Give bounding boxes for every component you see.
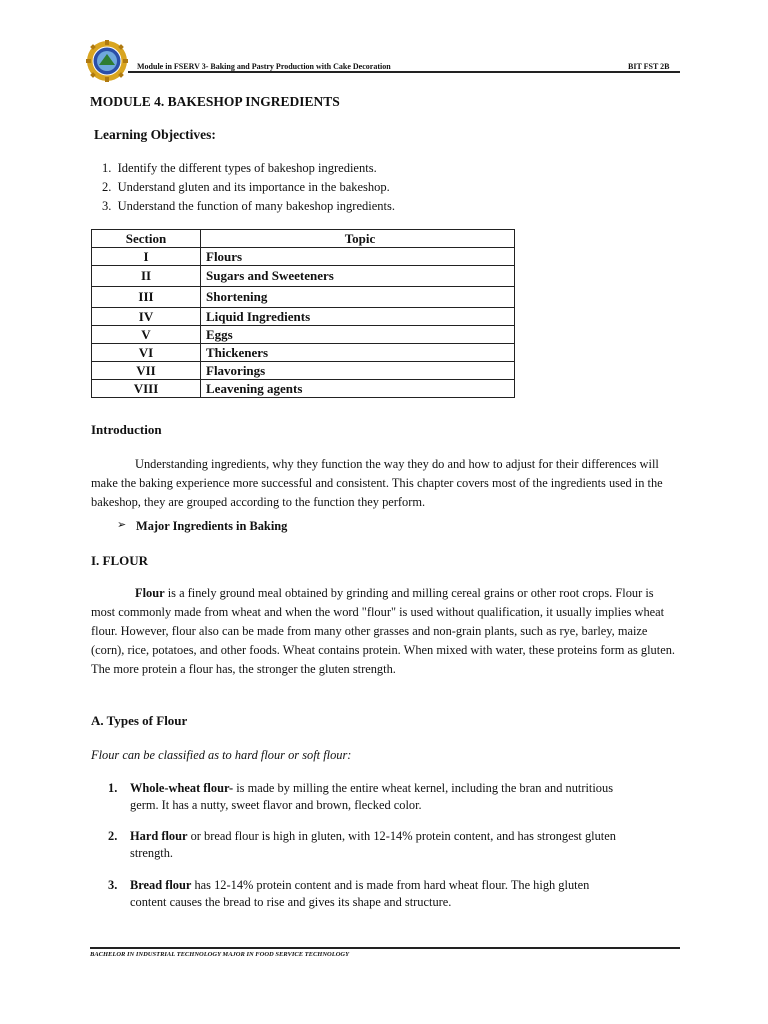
types-of-flour-intro: Flour can be classified as to hard flour or soft flour: [91, 748, 352, 762]
footer-rule [90, 947, 680, 949]
objective-item: 1. Identify the different types of bakeshop ingredients. [102, 161, 377, 175]
list-item: 3. Bread flour has 12-14% protein content and is made from hard wheat flour. The high gluten content causes the bread to rise and gives its shape and structure. [108, 878, 590, 909]
learning-objectives-title: Learning Objectives: [94, 127, 216, 142]
table-cell: Thickeners [201, 344, 515, 362]
types-of-flour-heading: A. Types of Flour [91, 713, 188, 728]
footer-text: BACHELOR IN INDUSTRIAL TECHNOLOGY MAJOR IN FOOD SERVICE TECHNOLOGY [90, 951, 350, 958]
objective-item: 2. Understand gluten and its importance in the bakeshop. [102, 180, 390, 194]
table-cell: Sugars and Sweeteners [201, 266, 515, 287]
header-module-line: Module in FSERV 3- Baking and Pastry Production with Cake Decoration [137, 62, 391, 71]
table-header-cell: Section [92, 230, 201, 248]
university-seal-logo [86, 40, 128, 82]
table-row [92, 326, 515, 344]
table-row [92, 380, 515, 398]
table-row [92, 344, 515, 362]
list-item: 2. Hard flour or bread flour is high in gluten, with 12-14% protein content, and has strongest gluten strength. [108, 829, 616, 860]
table-cell: Eggs [201, 326, 515, 344]
table-cell: Flours [201, 248, 515, 266]
introduction-paragraph: Understanding ingredients, why they function the way they do and how to adjust for their differences will make the baking experience more successful and consistent. This chapter covers most of the ingredients used in the bakeshop, they are grouped according to the function they perform. [91, 457, 663, 509]
table-row [92, 248, 515, 266]
table-cell: VII [92, 362, 201, 380]
table-row [92, 266, 515, 287]
table-cell: Shortening [201, 287, 515, 308]
flour-paragraph: Flour is a finely ground meal obtained by grinding and milling cereal grains or other root crops. Flour is most commonly made from wheat and when the word "flour" is used without qualification, it usually implies wheat flour. However, flour also can be made from many other grasses and non-grain plants, such as rye, barley, maize (corn), rice, potatoes, and other foods. Wheat contains protein. When mixed with water, these proteins form as gluten. The more protein a flour has, the stronger the gluten strength. [91, 586, 675, 676]
table-cell: Flavorings [201, 362, 515, 380]
table-header-cell: Topic [201, 230, 515, 248]
header-rule [128, 71, 680, 73]
flour-section-heading: I. FLOUR [91, 553, 149, 568]
table-header-row [92, 230, 515, 248]
table-row [92, 308, 515, 326]
objective-item: 3. Understand the function of many bakeshop ingredients. [102, 199, 395, 213]
table-row [92, 362, 515, 380]
table-cell: IV [92, 308, 201, 326]
table-cell: VIII [92, 380, 201, 398]
arrow-bullet-icon: ➢ [117, 519, 127, 531]
table-cell: I [92, 248, 201, 266]
list-item: 1. Whole-wheat flour- is made by milling the entire wheat kernel, including the bran and nutritious germ. It has a nutty, sweet flavor and brown, flecked color. [108, 781, 614, 812]
major-ingredients-label: Major Ingredients in Baking [136, 519, 288, 533]
module-title: MODULE 4. BAKESHOP INGREDIENTS [90, 94, 340, 109]
header-course-code: BIT FST 2B [628, 62, 670, 71]
table-cell: II [92, 266, 201, 287]
table-cell: VI [92, 344, 201, 362]
topics-table [91, 229, 515, 398]
table-cell: III [92, 287, 201, 308]
table-row [92, 287, 515, 308]
introduction-heading: Introduction [91, 422, 162, 437]
table-cell: V [92, 326, 201, 344]
table-cell: Liquid Ingredients [201, 308, 515, 326]
table-cell: Leavening agents [201, 380, 515, 398]
